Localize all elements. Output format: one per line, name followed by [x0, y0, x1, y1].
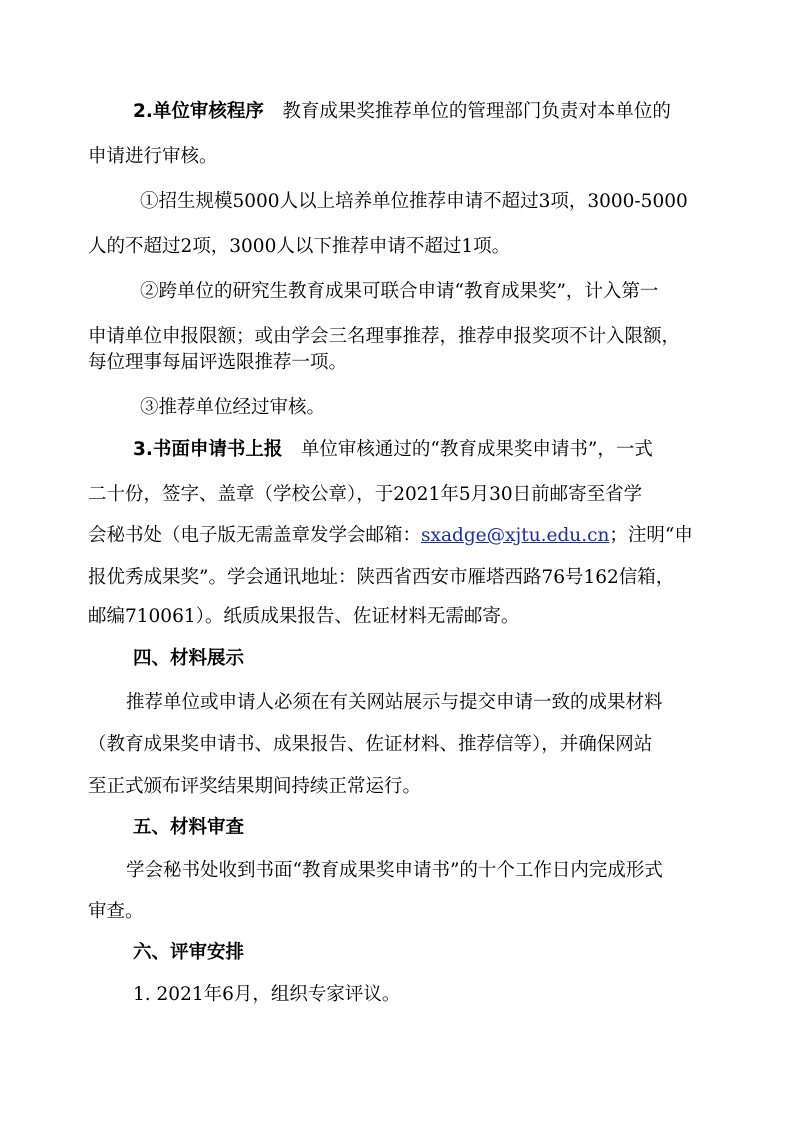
section-3-line-3-pre: 会秘书处（电子版无需盖章发学会邮箱： — [88, 525, 422, 546]
section-3-line-5: 邮编710061）。纸质成果报告、佐证材料无需邮寄。 — [88, 606, 520, 627]
section-2-line-2: 申请进行审核。 — [88, 146, 218, 167]
section-5-line-1: 学会秘书处收到书面“教育成果奖申请书”的十个工作日内完成形式 — [126, 860, 663, 881]
email-link[interactable]: sxadge@xjtu.edu.cn — [421, 525, 610, 546]
item-2-line-1: ②跨单位的研究生教育成果可联合申请“教育成果奖”，计入第一 — [140, 281, 659, 302]
section-6-line-1: 1. 2021年6月，组织专家评议。 — [133, 984, 401, 1005]
section-3-line-3 — [88, 523, 693, 549]
section-3-line-3-post: ；注明“申 — [609, 525, 693, 546]
section-5-heading: 五、材料审查 — [133, 817, 245, 838]
section-3-heading: 3.书面申请书上报 — [133, 439, 283, 460]
section-5-line-2: 审查。 — [88, 901, 144, 922]
section-4-line-2: （教育成果奖申请书、成果报告、佐证材料、推荐信等），并确保网站 — [88, 734, 653, 755]
section-4-line-3: 至正式颁布评奖结果期间持续正常运行。 — [88, 776, 422, 797]
section-6-heading: 六、评审安排 — [133, 942, 245, 963]
item-2-line-2: 申请单位申报限额；或由学会三名理事推荐，推荐申报奖项不计入限额， — [88, 326, 681, 347]
section-3-line-4: 报优秀成果奖”。学会通讯地址：陕西省西安市雁塔西路76号162信箱， — [88, 567, 675, 588]
item-1-line-2: 人的不超过2项，3000人以下推荐申请不超过1项。 — [88, 236, 511, 257]
section-2-heading: 2.单位审核程序 — [133, 101, 264, 122]
section-3-line-1 — [133, 437, 653, 463]
item-1-line-1: ①招生规模5000人以上培养单位推荐申请不超过3项，3000-5000 — [140, 191, 688, 212]
section-4-line-1: 推荐单位或申请人必须在有关网站展示与提交申请一致的成果材料 — [126, 692, 663, 713]
section-2-line-1 — [133, 99, 671, 125]
item-3-line-1: ③推荐单位经过审核。 — [140, 397, 326, 418]
item-2-line-3: 每位理事每届评选限推荐一项。 — [88, 352, 348, 373]
section-3-line-2: 二十份，签字、盖章（学校公章），于2021年5月30日前邮寄至省学 — [88, 484, 643, 505]
section-3-text: 单位审核通过的“教育成果奖申请书”，一式 — [282, 439, 653, 460]
section-4-heading: 四、材料展示 — [133, 648, 245, 669]
section-2-text: 教育成果奖推荐单位的管理部门负责对本单位的 — [263, 101, 671, 122]
